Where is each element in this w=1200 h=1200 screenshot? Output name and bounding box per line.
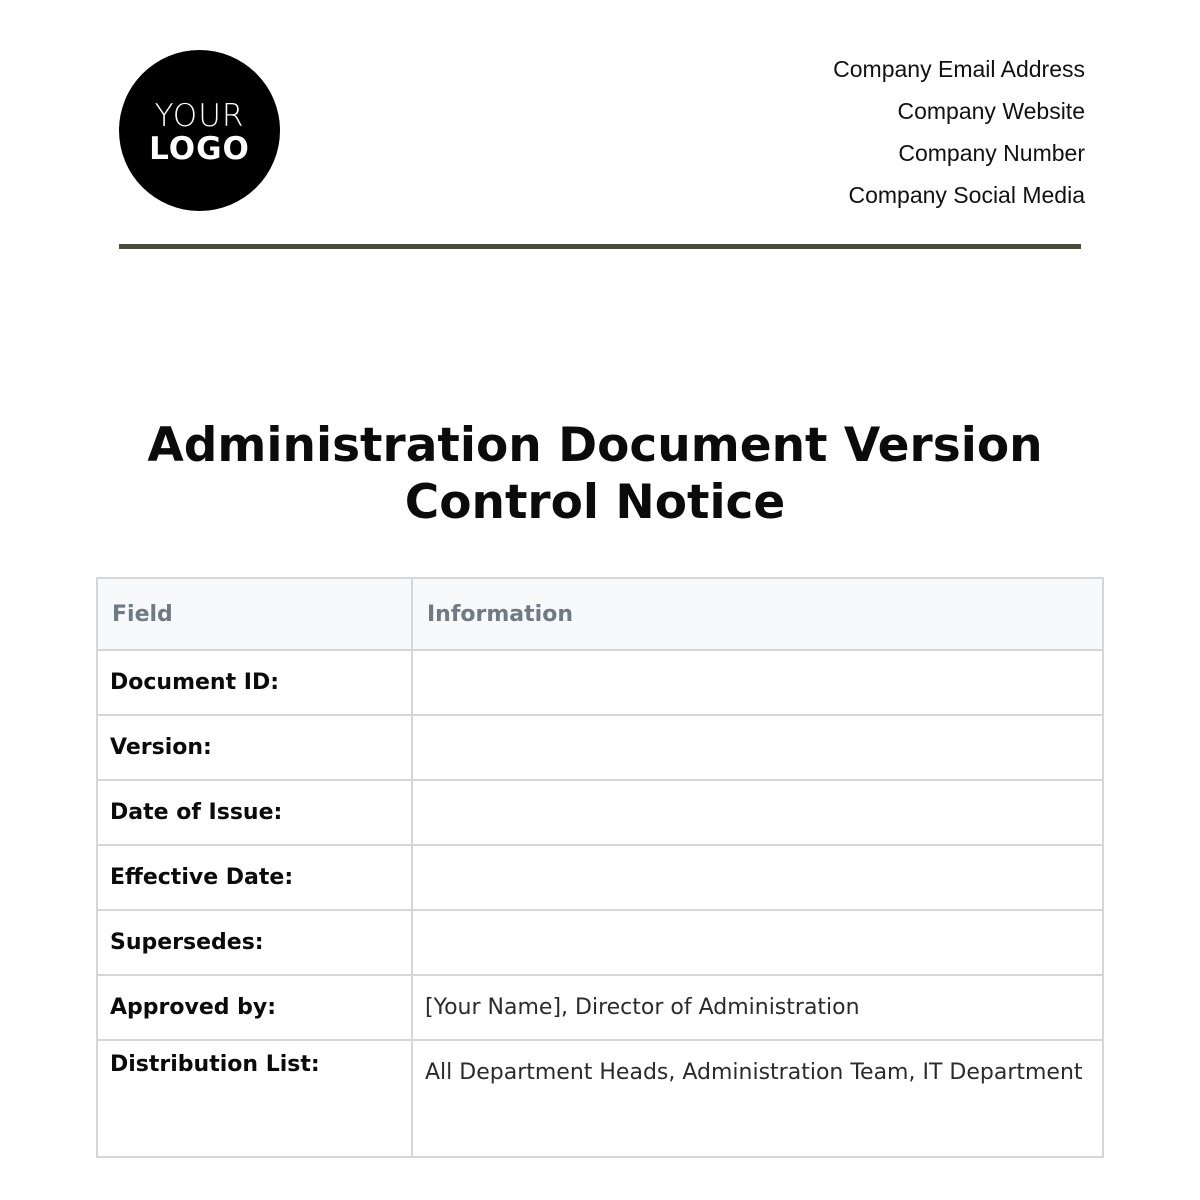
document-title: Administration Document Version Control Notice <box>147 418 1043 530</box>
version-control-table <box>96 577 1104 1158</box>
company-website: Company Website <box>897 98 1085 124</box>
column-header-information: Information <box>412 578 1103 650</box>
logo-line-2: LOGO <box>149 130 250 167</box>
company-logo <box>119 50 280 211</box>
field-value <box>412 780 1103 845</box>
field-label: Approved by: <box>97 975 412 1040</box>
column-header-field: Field <box>97 578 412 650</box>
field-label: Supersedes: <box>97 910 412 975</box>
table-row-supersedes <box>97 910 1103 975</box>
table-row-document-id <box>97 650 1103 715</box>
field-label: Distribution List: <box>97 1040 412 1157</box>
table-row-date-of-issue <box>97 780 1103 845</box>
field-value: All Department Heads, Administration Team, IT Department <box>412 1040 1103 1157</box>
field-label: Date of Issue: <box>97 780 412 845</box>
field-value <box>412 845 1103 910</box>
header-divider <box>119 244 1081 249</box>
field-label: Effective Date: <box>97 845 412 910</box>
company-contact-block <box>833 54 1085 222</box>
field-value: [Your Name], Director of Administration <box>412 975 1103 1040</box>
logo-line-1: YOUR <box>154 97 245 134</box>
table-row-distribution-list <box>97 1040 1103 1157</box>
field-value <box>412 650 1103 715</box>
field-value <box>412 910 1103 975</box>
field-value <box>412 715 1103 780</box>
field-label: Version: <box>97 715 412 780</box>
field-label: Document ID: <box>97 650 412 715</box>
table-header-row <box>97 578 1103 650</box>
table-row-effective-date <box>97 845 1103 910</box>
company-email: Company Email Address <box>833 56 1085 82</box>
company-social-media: Company Social Media <box>848 182 1085 208</box>
table-row-version <box>97 715 1103 780</box>
table-row-approved-by <box>97 975 1103 1040</box>
company-number: Company Number <box>898 140 1085 166</box>
